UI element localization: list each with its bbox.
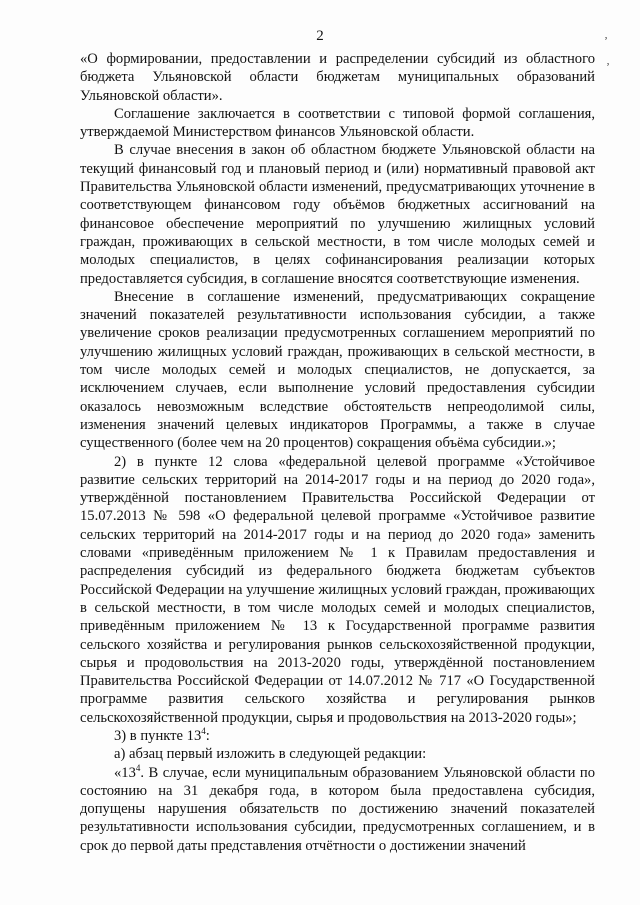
item-text: : — [205, 727, 210, 744]
quote-prefix: «13 — [114, 764, 136, 781]
margin-mark: ʼ — [606, 60, 610, 74]
superscript: 4 — [135, 762, 141, 773]
superscript: 4 — [201, 726, 206, 737]
paragraph: Соглашение заключается в соответствии с типовой формой соглашения, утверждаемой Министерством финансов Ульяновской области. — [80, 105, 595, 141]
paragraph: «О формировании, предоставлении и распределении субсидий из областного бюджета Ульяновской области бюджетам муниципальных образований Ульяновской области». — [80, 51, 595, 104]
item-text: 3) в пункте 13 — [114, 727, 202, 744]
document-body — [80, 50, 595, 855]
paragraph: 2) в пункте 12 слова «федеральной целевой программе «Устойчивое развитие сельских территорий на 2014-2017 годы и на период до 2020 года», утверждённой постановлением Правительства Российской Федерации от 15.07.2013 № 598 «О федеральной целевой программе «Устойчивое развитие сельских территорий на 2014-2017 годы и на период до 2020 года» заменить словами «приведённым приложением № 1 к Правилам предоставления и распределения субсидий из федерального бюджета бюджетам субъектов Российской Федерации на улучшение жилищных условий граждан, проживающих в сельской местности, в том числе молодых семей и молодых специалистов, приведённым приложением № 13 к Государственной программе развития сельского хозяйства и регулирования рынков сельскохозяйственной продукции, сырья и продовольствия на 2013-2020 годы, утверждённой постановлением Правительства Российской Федерации от 14.07.2012 № 717 «О Государственной программе развития сельского хозяйства и регулирования рынков сельскохозяйственной продукции, сырья и продовольствия на 2013-2020 годы»; — [80, 453, 595, 726]
list-item — [80, 727, 595, 745]
page-number: 2 — [316, 28, 324, 44]
quoted-paragraph — [80, 764, 595, 855]
paragraph: В случае внесения в закон об областном бюджете Ульяновской области на текущий финансовый год и плановый период и (или) нормативный правовой акт Правительства Ульяновской области изменений, предусматривающих уточнение в соответствующем финансовом году объёмов бюджетных ассигнований на финансовое обеспечение мероприятий по улучшению жилищных условий граждан, проживающих в сельской местности, в том числе молодых семей и молодых специалистов, в целях софинансирования реализации которых предоставляется субсидия, в соглашение вносятся соответствующие изменения. — [80, 142, 595, 287]
list-item: а) абзац первый изложить в следующей редакции: — [114, 746, 427, 763]
paragraph: Внесение в соглашение изменений, предусматривающих сокращение значений показателей результативности использования субсидии, а также увеличение сроков реализации предусмотренных соглашением мероприятий по улучшению жилищных условий граждан, проживающих в сельской местности, в том числе молодых семей и молодых специалистов, не допускается, за исключением случаев, если выполнение условий предоставления субсидии оказалось невозможным вследствие обстоятельств непреодолимой силы, изменения значений целевых индикаторов Программы, а также в случае существенного (более чем на 20 процентов) сокращения объёма субсидии.»; — [80, 288, 595, 452]
margin-mark: ʼ — [604, 34, 608, 48]
quote-text: . В случае, если муниципальным образованием Ульяновской области по состоянию на 31 декабря года, в котором была предоставлена субсидия, допущены нарушения обязательств по достижению значений показателей результативности использования субсидии, предусмотренных соглашением, и в срок до первой даты представления отчётности о достижении значений — [80, 764, 595, 854]
